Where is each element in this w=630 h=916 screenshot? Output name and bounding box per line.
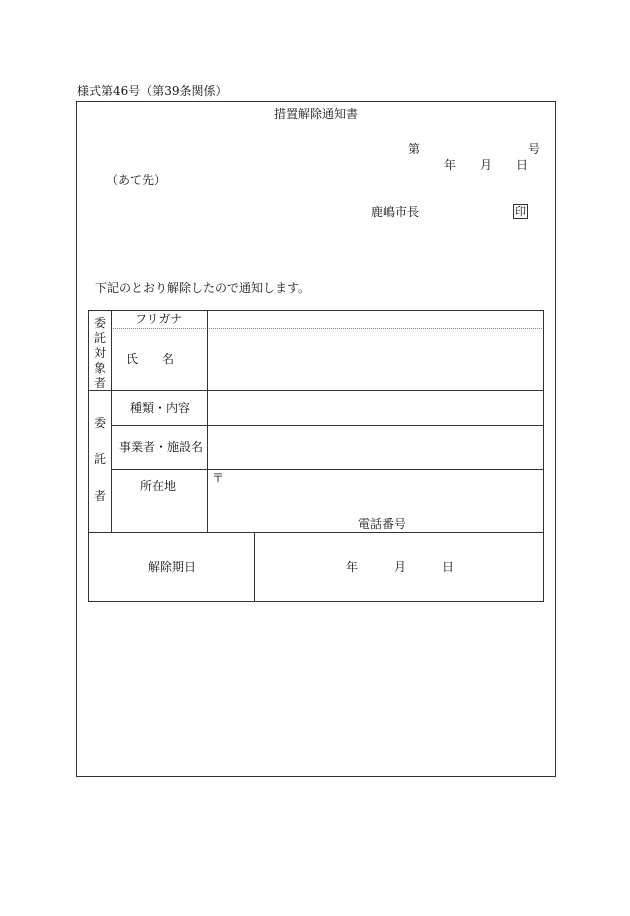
date-month: 月 — [480, 158, 493, 172]
release-date-month: 月 — [394, 560, 407, 574]
document-title: 措置解除通知書 — [274, 107, 359, 121]
doc-number-suffix: 号 — [528, 142, 541, 156]
notice-text: 下記のとおり解除したので通知します。 — [95, 281, 311, 295]
target-group-label: 委託対象者 — [93, 316, 106, 390]
doc-number-prefix: 第 — [408, 142, 421, 156]
location-label: 所在地 — [140, 479, 177, 493]
name-label: 氏 名 — [126, 352, 175, 366]
release-date-day: 日 — [442, 560, 455, 574]
seal-stamp: 印 — [515, 205, 526, 218]
business-name-label: 事業者・施設名 — [119, 440, 204, 454]
contractor-group-char-1: 委 — [94, 416, 107, 430]
release-date-label: 解除期日 — [148, 560, 197, 574]
contractor-group-char-3: 者 — [94, 489, 107, 503]
date-day: 日 — [516, 158, 529, 172]
sender-title: 鹿嶋市長 — [371, 205, 420, 219]
addressee-label: （あて先） — [106, 173, 167, 187]
furigana-label: フリガナ — [135, 312, 183, 326]
release-date-year: 年 — [346, 560, 359, 574]
contractor-group-char-2: 託 — [94, 452, 107, 466]
postal-mark: 〒 — [212, 471, 225, 485]
type-content-label: 種類・内容 — [130, 401, 191, 415]
document-frame — [76, 101, 556, 777]
form-number: 様式第46号（第39条関係） — [77, 84, 228, 98]
phone-label: 電話番号 — [358, 517, 407, 531]
date-year: 年 — [444, 158, 457, 172]
